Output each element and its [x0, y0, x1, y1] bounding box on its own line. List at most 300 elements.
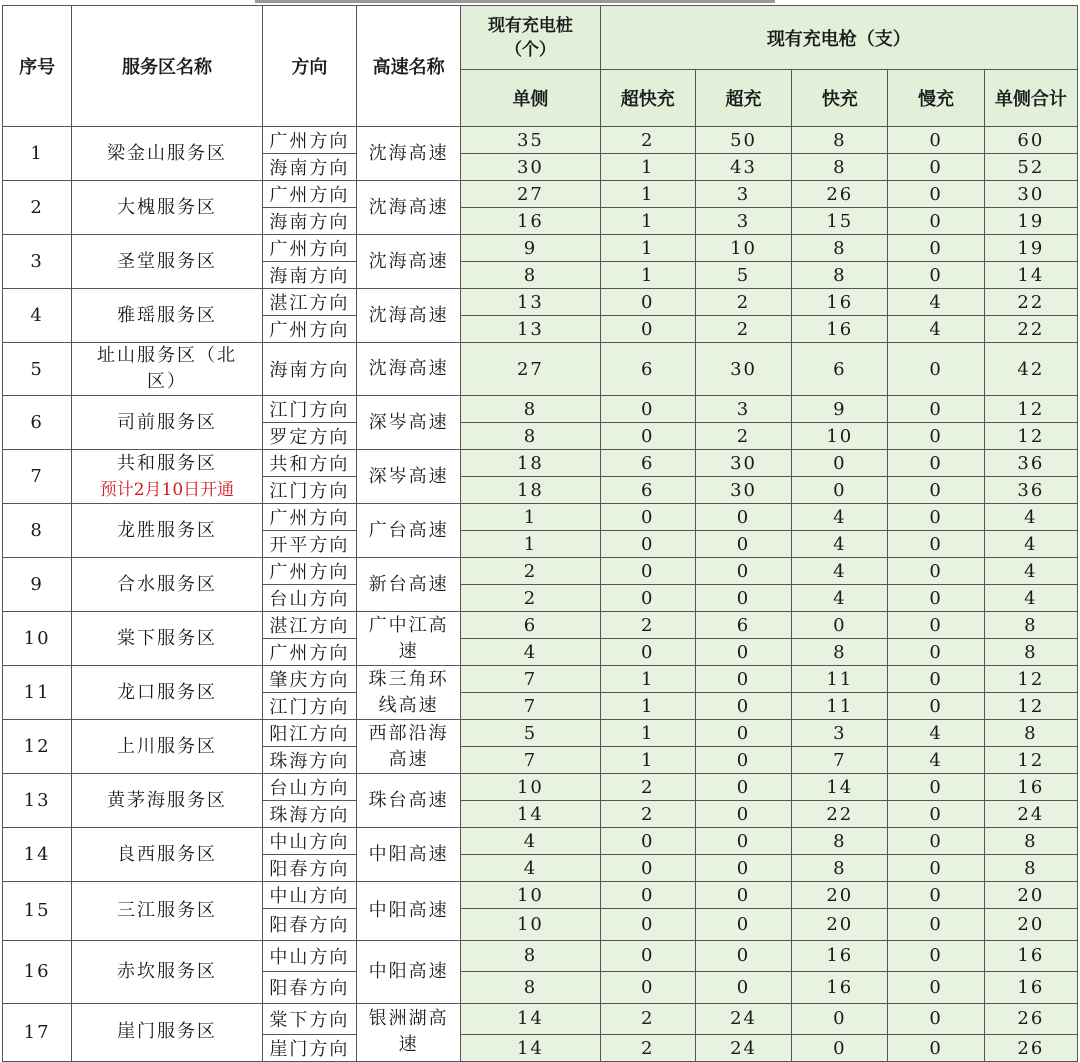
- table-row: [3, 127, 1078, 154]
- single-side-cell: 8: [461, 396, 600, 423]
- single-side-cell: 1: [461, 504, 600, 531]
- slow-cell: 0: [888, 504, 984, 531]
- seq-cell: 14: [3, 828, 72, 882]
- super-fast-cell: 1: [600, 262, 695, 289]
- highway-cell: 银洲湖高速: [356, 1003, 460, 1062]
- single-side-cell: 2: [461, 585, 600, 612]
- single-side-cell: 7: [461, 693, 600, 720]
- service-area-name: 龙胜服务区: [116, 519, 217, 541]
- fast-cell: 11: [792, 693, 888, 720]
- seq-cell: 9: [3, 558, 72, 612]
- fast-cell: 3: [792, 720, 888, 747]
- super-fast-cell: 1: [600, 720, 695, 747]
- header-single-total: 单侧合计: [984, 70, 1077, 127]
- header-highway: 高速名称: [356, 6, 460, 127]
- service-area-name: 良西服务区: [116, 843, 217, 865]
- seq-cell: 11: [3, 666, 72, 720]
- super-fast-cell: 0: [600, 531, 695, 558]
- slow-cell: 0: [888, 181, 984, 208]
- super-fast-cell: 0: [600, 396, 695, 423]
- table-row: [3, 666, 1078, 693]
- slow-cell: 0: [888, 882, 984, 909]
- super-charge-cell: 0: [695, 639, 791, 666]
- highway-cell: 西部沿海高速: [356, 720, 460, 774]
- table-row: [3, 1003, 1078, 1035]
- super-charge-cell: 0: [695, 774, 791, 801]
- super-charge-cell: 24: [695, 1035, 791, 1062]
- super-fast-cell: 0: [600, 504, 695, 531]
- service-area-name-cell: [72, 666, 263, 720]
- table-row: [3, 343, 1078, 396]
- fast-cell: 4: [792, 504, 888, 531]
- direction-cell: 棠下方向: [262, 1003, 356, 1035]
- fast-cell: 8: [792, 262, 888, 289]
- fast-cell: 7: [792, 747, 888, 774]
- direction-cell: 罗定方向: [262, 423, 356, 450]
- single-total-cell: 12: [984, 666, 1077, 693]
- super-charge-cell: 0: [695, 720, 791, 747]
- super-fast-cell: 2: [600, 127, 695, 154]
- single-total-cell: 12: [984, 423, 1077, 450]
- slow-cell: 0: [888, 423, 984, 450]
- opening-note: 预计2月10日开通: [99, 479, 235, 500]
- super-fast-cell: 2: [600, 1035, 695, 1062]
- highway-cell: 广台高速: [356, 504, 460, 558]
- single-side-cell: 4: [461, 639, 600, 666]
- direction-cell: 湛江方向: [262, 289, 356, 316]
- header-fast: 快充: [792, 70, 888, 127]
- direction-cell: 中山方向: [262, 882, 356, 909]
- super-fast-cell: 0: [600, 289, 695, 316]
- super-fast-cell: 1: [600, 235, 695, 262]
- highway-cell: 深岑高速: [356, 450, 460, 504]
- super-charge-cell: 0: [695, 558, 791, 585]
- slow-cell: 0: [888, 127, 984, 154]
- single-side-cell: 10: [461, 882, 600, 909]
- super-fast-cell: 0: [600, 316, 695, 343]
- single-total-cell: 24: [984, 801, 1077, 828]
- single-side-cell: 27: [461, 181, 600, 208]
- direction-cell: 海南方向: [262, 343, 356, 396]
- single-side-cell: 4: [461, 855, 600, 882]
- super-fast-cell: 2: [600, 801, 695, 828]
- super-charge-cell: 0: [695, 666, 791, 693]
- single-side-cell: 10: [461, 909, 600, 941]
- service-area-name-cell: [72, 720, 263, 774]
- super-charge-cell: 24: [695, 1003, 791, 1035]
- seq-cell: 8: [3, 504, 72, 558]
- direction-cell: 中山方向: [262, 940, 356, 972]
- slow-cell: 0: [888, 828, 984, 855]
- header-single-side: 单侧: [461, 70, 600, 127]
- header-name: 服务区名称: [72, 6, 263, 127]
- slow-cell: 0: [888, 208, 984, 235]
- fast-cell: 0: [792, 612, 888, 639]
- highway-cell: 沈海高速: [356, 235, 460, 289]
- fast-cell: 16: [792, 940, 888, 972]
- super-charge-cell: 0: [695, 693, 791, 720]
- direction-cell: 广州方向: [262, 504, 356, 531]
- single-side-cell: 8: [461, 423, 600, 450]
- table-row: [3, 720, 1078, 747]
- fast-cell: 16: [792, 289, 888, 316]
- single-side-cell: 35: [461, 127, 600, 154]
- single-total-cell: 19: [984, 235, 1077, 262]
- fast-cell: 8: [792, 127, 888, 154]
- slow-cell: 0: [888, 531, 984, 558]
- header-guns-group: 现有充电枪（支）: [600, 6, 1077, 70]
- super-fast-cell: 0: [600, 828, 695, 855]
- super-fast-cell: 0: [600, 423, 695, 450]
- super-fast-cell: 6: [600, 477, 695, 504]
- service-area-name-cell: [72, 127, 263, 181]
- single-total-cell: 16: [984, 972, 1077, 1004]
- single-side-cell: 8: [461, 972, 600, 1004]
- slow-cell: 0: [888, 972, 984, 1004]
- service-area-name-cell: [72, 289, 263, 343]
- single-total-cell: 8: [984, 828, 1077, 855]
- single-total-cell: 8: [984, 612, 1077, 639]
- table-row: [3, 181, 1078, 208]
- highway-cell: 珠三角环线高速: [356, 666, 460, 720]
- table-row: [3, 289, 1078, 316]
- direction-cell: 肇庆方向: [262, 666, 356, 693]
- super-fast-cell: 0: [600, 558, 695, 585]
- single-total-cell: 36: [984, 450, 1077, 477]
- single-side-cell: 14: [461, 801, 600, 828]
- header-seq: 序号: [3, 6, 72, 127]
- slow-cell: 0: [888, 1035, 984, 1062]
- super-fast-cell: 6: [600, 343, 695, 396]
- direction-cell: 海南方向: [262, 262, 356, 289]
- fast-cell: 0: [792, 450, 888, 477]
- super-fast-cell: 1: [600, 181, 695, 208]
- seq-cell: 3: [3, 235, 72, 289]
- fast-cell: 8: [792, 154, 888, 181]
- service-area-name: 大槐服务区: [116, 196, 217, 218]
- highway-cell: 中阳高速: [356, 882, 460, 941]
- service-area-name: 址山服务区（北区）: [96, 345, 237, 392]
- seq-cell: 15: [3, 882, 72, 941]
- fast-cell: 16: [792, 316, 888, 343]
- single-side-cell: 9: [461, 235, 600, 262]
- slow-cell: 0: [888, 585, 984, 612]
- direction-cell: 广州方向: [262, 558, 356, 585]
- super-charge-cell: 0: [695, 531, 791, 558]
- service-area-name: 龙口服务区: [116, 681, 217, 703]
- single-side-cell: 2: [461, 558, 600, 585]
- slow-cell: 4: [888, 316, 984, 343]
- fast-cell: 15: [792, 208, 888, 235]
- seq-cell: 5: [3, 343, 72, 396]
- single-side-cell: 1: [461, 531, 600, 558]
- service-area-name: 黄茅海服务区: [106, 789, 227, 811]
- super-charge-cell: 3: [695, 181, 791, 208]
- super-charge-cell: 5: [695, 262, 791, 289]
- single-total-cell: 19: [984, 208, 1077, 235]
- highway-cell: 沈海高速: [356, 343, 460, 396]
- single-total-cell: 42: [984, 343, 1077, 396]
- single-side-cell: 8: [461, 262, 600, 289]
- seq-cell: 12: [3, 720, 72, 774]
- super-fast-cell: 1: [600, 208, 695, 235]
- single-side-cell: 14: [461, 1035, 600, 1062]
- slow-cell: 0: [888, 774, 984, 801]
- direction-cell: 共和方向: [262, 450, 356, 477]
- single-side-cell: 4: [461, 828, 600, 855]
- single-total-cell: 22: [984, 316, 1077, 343]
- slow-cell: 0: [888, 343, 984, 396]
- fast-cell: 14: [792, 774, 888, 801]
- seq-cell: 10: [3, 612, 72, 666]
- slow-cell: 0: [888, 235, 984, 262]
- super-fast-cell: 0: [600, 855, 695, 882]
- super-fast-cell: 2: [600, 1003, 695, 1035]
- direction-cell: 阳春方向: [262, 855, 356, 882]
- single-total-cell: 12: [984, 693, 1077, 720]
- slow-cell: 0: [888, 396, 984, 423]
- super-charge-cell: 2: [695, 316, 791, 343]
- super-fast-cell: 0: [600, 585, 695, 612]
- single-total-cell: 36: [984, 477, 1077, 504]
- single-total-cell: 30: [984, 181, 1077, 208]
- fast-cell: 26: [792, 181, 888, 208]
- fast-cell: 9: [792, 396, 888, 423]
- fast-cell: 8: [792, 855, 888, 882]
- super-charge-cell: 0: [695, 828, 791, 855]
- single-side-cell: 13: [461, 289, 600, 316]
- seq-cell: 13: [3, 774, 72, 828]
- direction-cell: 江门方向: [262, 396, 356, 423]
- super-fast-cell: 6: [600, 450, 695, 477]
- single-total-cell: 4: [984, 531, 1077, 558]
- single-side-cell: 13: [461, 316, 600, 343]
- slow-cell: 0: [888, 693, 984, 720]
- super-fast-cell: 0: [600, 909, 695, 941]
- table-header: [3, 6, 1078, 127]
- service-area-name: 棠下服务区: [116, 627, 217, 649]
- super-charge-cell: 0: [695, 747, 791, 774]
- fast-cell: 20: [792, 882, 888, 909]
- fast-cell: 4: [792, 585, 888, 612]
- single-total-cell: 60: [984, 127, 1077, 154]
- super-fast-cell: 1: [600, 666, 695, 693]
- single-total-cell: 22: [984, 289, 1077, 316]
- slow-cell: 4: [888, 720, 984, 747]
- direction-cell: 广州方向: [262, 181, 356, 208]
- direction-cell: 台山方向: [262, 774, 356, 801]
- direction-cell: 广州方向: [262, 235, 356, 262]
- service-area-name: 合水服务区: [116, 573, 217, 595]
- slow-cell: 0: [888, 940, 984, 972]
- single-side-cell: 7: [461, 666, 600, 693]
- slow-cell: 0: [888, 909, 984, 941]
- single-total-cell: 16: [984, 940, 1077, 972]
- single-total-cell: 4: [984, 504, 1077, 531]
- super-charge-cell: 43: [695, 154, 791, 181]
- table-row: [3, 612, 1078, 639]
- super-charge-cell: 10: [695, 235, 791, 262]
- seq-cell: 17: [3, 1003, 72, 1062]
- fast-cell: 8: [792, 235, 888, 262]
- single-side-cell: 5: [461, 720, 600, 747]
- highway-cell: 深岑高速: [356, 396, 460, 450]
- super-charge-cell: 3: [695, 208, 791, 235]
- highway-cell: 中阳高速: [356, 940, 460, 1003]
- single-total-cell: 12: [984, 747, 1077, 774]
- super-fast-cell: 0: [600, 882, 695, 909]
- slow-cell: 0: [888, 558, 984, 585]
- direction-cell: 崖门方向: [262, 1035, 356, 1062]
- seq-cell: 6: [3, 396, 72, 450]
- highway-cell: 中阳高速: [356, 828, 460, 882]
- header-direction: 方向: [262, 6, 356, 127]
- super-charge-cell: 0: [695, 585, 791, 612]
- fast-cell: 16: [792, 972, 888, 1004]
- service-area-name-cell: [72, 940, 263, 1003]
- fast-cell: 20: [792, 909, 888, 941]
- super-charge-cell: 50: [695, 127, 791, 154]
- table-row: [3, 235, 1078, 262]
- direction-cell: 江门方向: [262, 477, 356, 504]
- single-side-cell: 10: [461, 774, 600, 801]
- super-charge-cell: 0: [695, 972, 791, 1004]
- direction-cell: 江门方向: [262, 693, 356, 720]
- super-charge-cell: 2: [695, 423, 791, 450]
- direction-cell: 广州方向: [262, 127, 356, 154]
- slow-cell: 0: [888, 262, 984, 289]
- service-area-name-cell: [72, 343, 263, 396]
- service-area-name-cell: [72, 828, 263, 882]
- service-area-name-cell: [72, 235, 263, 289]
- service-area-name: 圣堂服务区: [116, 250, 217, 272]
- table-row: [3, 558, 1078, 585]
- header-super-charge: 超充: [695, 70, 791, 127]
- single-side-cell: 16: [461, 208, 600, 235]
- single-total-cell: 26: [984, 1003, 1077, 1035]
- super-charge-cell: 3: [695, 396, 791, 423]
- super-charge-cell: 30: [695, 450, 791, 477]
- fast-cell: 10: [792, 423, 888, 450]
- service-area-name-cell: [72, 450, 263, 504]
- single-total-cell: 8: [984, 855, 1077, 882]
- super-fast-cell: 2: [600, 612, 695, 639]
- single-side-cell: 8: [461, 940, 600, 972]
- super-charge-cell: 0: [695, 909, 791, 941]
- single-side-cell: 14: [461, 1003, 600, 1035]
- fast-cell: 6: [792, 343, 888, 396]
- service-area-name-cell: [72, 558, 263, 612]
- super-fast-cell: 2: [600, 774, 695, 801]
- super-fast-cell: 1: [600, 747, 695, 774]
- highway-cell: 珠台高速: [356, 774, 460, 828]
- super-fast-cell: 1: [600, 154, 695, 181]
- fast-cell: 0: [792, 1003, 888, 1035]
- seq-cell: 4: [3, 289, 72, 343]
- table-row: [3, 828, 1078, 855]
- direction-cell: 中山方向: [262, 828, 356, 855]
- service-area-name: 梁金山服务区: [106, 142, 227, 164]
- direction-cell: 阳江方向: [262, 720, 356, 747]
- direction-cell: 开平方向: [262, 531, 356, 558]
- highway-cell: 沈海高速: [356, 127, 460, 181]
- fast-cell: 0: [792, 477, 888, 504]
- highway-cell: 广中江高速: [356, 612, 460, 666]
- service-area-name: 共和服务区: [116, 452, 217, 474]
- table-row: [3, 504, 1078, 531]
- fast-cell: 22: [792, 801, 888, 828]
- single-total-cell: 52: [984, 154, 1077, 181]
- service-area-name: 三江服务区: [116, 899, 217, 921]
- super-charge-cell: 30: [695, 343, 791, 396]
- fast-cell: 11: [792, 666, 888, 693]
- super-charge-cell: 6: [695, 612, 791, 639]
- header-super-fast: 超快充: [600, 70, 695, 127]
- super-fast-cell: 1: [600, 693, 695, 720]
- single-total-cell: 26: [984, 1035, 1077, 1062]
- super-charge-cell: 30: [695, 477, 791, 504]
- direction-cell: 珠海方向: [262, 801, 356, 828]
- single-total-cell: 20: [984, 909, 1077, 941]
- seq-cell: 2: [3, 181, 72, 235]
- header-slow: 慢充: [888, 70, 984, 127]
- seq-cell: 1: [3, 127, 72, 181]
- direction-cell: 阳春方向: [262, 972, 356, 1004]
- seq-cell: 16: [3, 940, 72, 1003]
- single-total-cell: 14: [984, 262, 1077, 289]
- slow-cell: 0: [888, 477, 984, 504]
- slow-cell: 0: [888, 1003, 984, 1035]
- super-charge-cell: 0: [695, 940, 791, 972]
- table-body: [3, 127, 1078, 1062]
- slow-cell: 0: [888, 450, 984, 477]
- highway-cell: 沈海高速: [356, 181, 460, 235]
- super-charge-cell: 0: [695, 801, 791, 828]
- direction-cell: 台山方向: [262, 585, 356, 612]
- direction-cell: 珠海方向: [262, 747, 356, 774]
- slow-cell: 0: [888, 154, 984, 181]
- table-row: [3, 774, 1078, 801]
- single-total-cell: 12: [984, 396, 1077, 423]
- slow-cell: 0: [888, 639, 984, 666]
- single-total-cell: 20: [984, 882, 1077, 909]
- super-fast-cell: 0: [600, 940, 695, 972]
- single-side-cell: 27: [461, 343, 600, 396]
- fast-cell: 8: [792, 828, 888, 855]
- fast-cell: 8: [792, 639, 888, 666]
- direction-cell: 广州方向: [262, 316, 356, 343]
- slow-cell: 0: [888, 666, 984, 693]
- direction-cell: 海南方向: [262, 154, 356, 181]
- single-total-cell: 8: [984, 720, 1077, 747]
- single-side-cell: 18: [461, 477, 600, 504]
- single-total-cell: 8: [984, 639, 1077, 666]
- highway-cell: 沈海高速: [356, 289, 460, 343]
- table-row: [3, 396, 1078, 423]
- super-charge-cell: 0: [695, 882, 791, 909]
- single-side-cell: 18: [461, 450, 600, 477]
- highway-cell: 新台高速: [356, 558, 460, 612]
- service-area-name: 司前服务区: [116, 411, 217, 433]
- fast-cell: 4: [792, 558, 888, 585]
- super-charge-cell: 0: [695, 504, 791, 531]
- table-row: [3, 450, 1078, 477]
- single-side-cell: 6: [461, 612, 600, 639]
- service-area-name-cell: [72, 882, 263, 941]
- single-total-cell: 4: [984, 558, 1077, 585]
- service-area-name-cell: [72, 774, 263, 828]
- charging-stations-table: [2, 5, 1078, 1062]
